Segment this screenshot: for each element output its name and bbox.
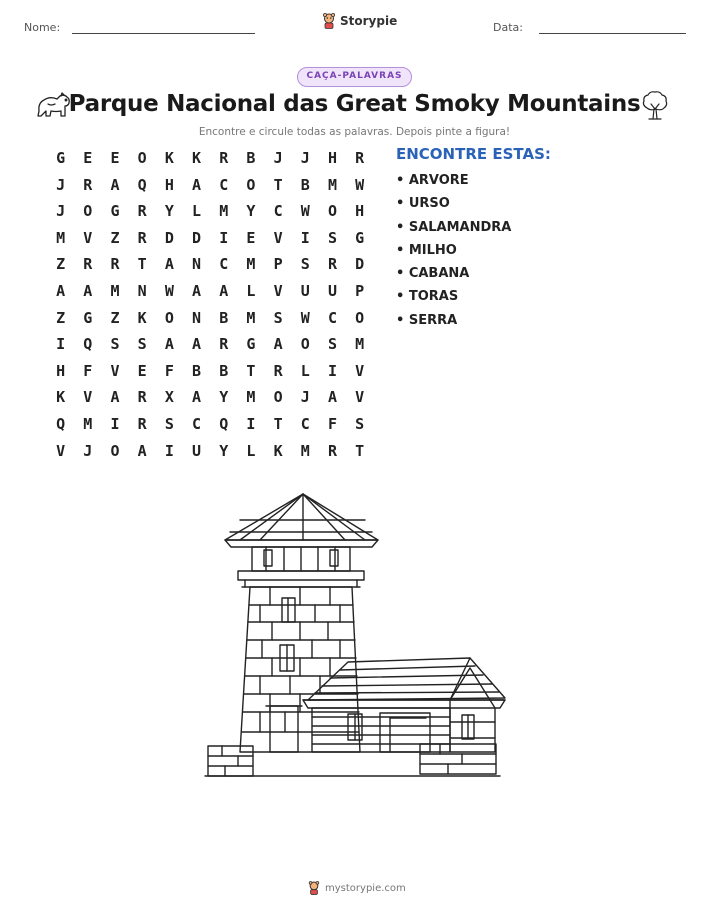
lighthouse-cabin-illustration[interactable]: [200, 490, 510, 782]
grid-letter[interactable]: C: [219, 255, 229, 274]
grid-row: [47, 201, 373, 228]
brand-logo: [322, 13, 397, 29]
grid-letter[interactable]: K: [164, 149, 174, 167]
grid-letter[interactable]: K: [273, 441, 283, 460]
page-title: Parque Nacional das Great Smoky Mountains: [68, 91, 641, 117]
grid-letter[interactable]: K: [192, 149, 202, 167]
grid-letter[interactable]: L: [246, 281, 256, 300]
grid-letter[interactable]: M: [300, 441, 310, 460]
grid-letter[interactable]: V: [83, 228, 93, 247]
word-list-item: • URSO: [396, 196, 450, 212]
grid-letter[interactable]: I: [56, 335, 66, 354]
worksheet-type-badge: CAÇA-PALAVRAS: [297, 67, 412, 87]
grid-letter[interactable]: R: [110, 255, 120, 274]
grid-letter[interactable]: Z: [110, 308, 120, 327]
grid-row: [47, 414, 373, 441]
grid-letter[interactable]: A: [164, 335, 174, 354]
grid-letter[interactable]: O: [355, 308, 365, 327]
grid-letter[interactable]: H: [56, 361, 66, 380]
grid-row: [47, 281, 373, 308]
word-list-title: ENCONTRE ESTAS:: [396, 145, 551, 163]
grid-letter[interactable]: V: [83, 388, 93, 407]
storypie-mascot-icon: [322, 13, 336, 29]
grid-letter[interactable]: R: [327, 255, 337, 274]
grid-letter[interactable]: G: [110, 202, 120, 221]
grid-letter[interactable]: G: [355, 228, 365, 247]
grid-letter[interactable]: I: [164, 441, 174, 460]
grid-letter[interactable]: N: [192, 255, 202, 274]
grid-letter[interactable]: E: [246, 228, 256, 247]
grid-letter[interactable]: J: [56, 175, 66, 194]
grid-letter[interactable]: O: [246, 175, 256, 194]
grid-letter[interactable]: Z: [56, 255, 66, 274]
grid-letter[interactable]: K: [137, 308, 147, 327]
grid-letter[interactable]: G: [83, 308, 93, 327]
grid-letter[interactable]: N: [192, 308, 202, 327]
word-search-grid[interactable]: [47, 148, 373, 467]
grid-letter[interactable]: P: [355, 281, 365, 300]
cabin-door: [380, 713, 430, 752]
grid-letter[interactable]: O: [300, 335, 310, 354]
word-list-item: • TORAS: [396, 289, 459, 305]
grid-letter[interactable]: J: [273, 149, 283, 167]
grid-letter[interactable]: Y: [219, 388, 229, 407]
grid-letter[interactable]: H: [355, 202, 365, 221]
grid-letter[interactable]: B: [219, 308, 229, 327]
grid-letter[interactable]: R: [83, 255, 93, 274]
grid-row: [47, 175, 373, 202]
grid-letter[interactable]: A: [110, 388, 120, 407]
grid-letter[interactable]: O: [327, 202, 337, 221]
grid-letter[interactable]: M: [327, 175, 337, 194]
date-line[interactable]: [539, 33, 686, 34]
grid-letter[interactable]: J: [56, 202, 66, 221]
grid-letter[interactable]: I: [300, 228, 310, 247]
grid-letter[interactable]: Y: [246, 202, 256, 221]
grid-letter[interactable]: H: [327, 149, 337, 167]
grid-letter[interactable]: C: [219, 175, 229, 194]
grid-letter[interactable]: Z: [110, 228, 120, 247]
grid-letter[interactable]: D: [164, 228, 174, 247]
storypie-mascot-icon: [308, 881, 320, 895]
word-list: [396, 172, 511, 335]
grid-letter[interactable]: M: [355, 335, 365, 354]
grid-letter[interactable]: Q: [219, 414, 229, 433]
instructions: Encontre e circule todas as palavras. Depois pinte a figura!: [198, 126, 511, 138]
footer-url[interactable]: mystorypie.com: [325, 882, 406, 894]
grid-letter[interactable]: A: [327, 388, 337, 407]
grid-letter[interactable]: S: [327, 335, 337, 354]
grid-letter[interactable]: R: [355, 149, 365, 167]
grid-row: [47, 148, 373, 175]
grid-letter[interactable]: S: [355, 414, 365, 433]
grid-letter[interactable]: I: [246, 414, 256, 433]
grid-letter[interactable]: D: [355, 255, 365, 274]
grid-letter[interactable]: V: [273, 281, 283, 300]
name-label: Nome:: [24, 21, 61, 34]
grid-letter[interactable]: R: [273, 361, 283, 380]
word-list-item: • MILHO: [396, 242, 457, 258]
grid-letter[interactable]: C: [273, 202, 283, 221]
grid-letter[interactable]: I: [110, 414, 120, 433]
grid-letter[interactable]: A: [192, 175, 202, 194]
grid-letter[interactable]: F: [83, 361, 93, 380]
grid-letter[interactable]: A: [164, 255, 174, 274]
grid-letter[interactable]: R: [137, 414, 147, 433]
grid-row: [47, 387, 373, 414]
grid-letter[interactable]: N: [137, 281, 147, 300]
grid-letter[interactable]: T: [137, 255, 147, 274]
name-line[interactable]: [72, 33, 255, 34]
grid-letter[interactable]: M: [56, 228, 66, 247]
footer: [308, 881, 406, 895]
grid-letter[interactable]: W: [164, 281, 174, 300]
grid-letter[interactable]: A: [219, 281, 229, 300]
brand-name: Storypie: [340, 14, 398, 28]
grid-letter[interactable]: V: [56, 441, 66, 460]
grid-letter[interactable]: R: [137, 388, 147, 407]
grid-letter[interactable]: H: [164, 175, 174, 194]
grid-letter[interactable]: O: [164, 308, 174, 327]
grid-letter[interactable]: C: [192, 414, 202, 433]
grid-letter[interactable]: R: [219, 335, 229, 354]
grid-letter[interactable]: W: [300, 308, 310, 327]
grid-letter[interactable]: Y: [219, 441, 229, 460]
grid-letter[interactable]: M: [110, 281, 120, 300]
grid-letter[interactable]: S: [327, 228, 337, 247]
grid-letter[interactable]: Y: [164, 202, 174, 221]
grid-letter[interactable]: C: [300, 414, 310, 433]
grid-letter[interactable]: R: [219, 149, 229, 167]
word-list-item: • CABANA: [396, 266, 470, 282]
grid-letter[interactable]: Q: [83, 335, 93, 354]
grid-letter[interactable]: T: [273, 175, 283, 194]
grid-letter[interactable]: D: [192, 228, 202, 247]
grid-letter[interactable]: B: [219, 361, 229, 380]
grid-letter[interactable]: O: [83, 202, 93, 221]
grid-letter[interactable]: J: [300, 149, 310, 167]
cabin-front-wall: [312, 708, 450, 752]
grid-letter[interactable]: F: [164, 361, 174, 380]
grid-letter[interactable]: Q: [137, 175, 147, 194]
grid-letter[interactable]: U: [300, 281, 310, 300]
grid-letter[interactable]: R: [137, 202, 147, 221]
grid-letter[interactable]: E: [137, 361, 147, 380]
grid-letter[interactable]: E: [110, 149, 120, 167]
grid-letter[interactable]: G: [246, 335, 256, 354]
grid-letter[interactable]: A: [110, 175, 120, 194]
grid-letter[interactable]: G: [56, 149, 66, 167]
grid-letter[interactable]: I: [327, 361, 337, 380]
grid-letter[interactable]: T: [246, 361, 256, 380]
grid-letter[interactable]: L: [300, 361, 310, 380]
grid-letter[interactable]: B: [300, 175, 310, 194]
grid-letter[interactable]: U: [192, 441, 202, 460]
grid-letter[interactable]: C: [327, 308, 337, 327]
grid-row: [47, 254, 373, 281]
grid-letter[interactable]: A: [83, 281, 93, 300]
grid-letter[interactable]: K: [56, 388, 66, 407]
grid-letter[interactable]: S: [164, 414, 174, 433]
grid-letter[interactable]: V: [355, 361, 365, 380]
grid-letter[interactable]: Z: [56, 308, 66, 327]
grid-letter[interactable]: V: [355, 388, 365, 407]
grid-letter[interactable]: W: [355, 175, 365, 194]
grid-row: [47, 441, 373, 468]
grid-letter[interactable]: T: [273, 414, 283, 433]
word-list-item: • SALAMANDRA: [396, 219, 512, 235]
grid-letter[interactable]: M: [219, 202, 229, 221]
grid-letter[interactable]: W: [300, 202, 310, 221]
grid-row: [47, 361, 373, 388]
grid-letter[interactable]: S: [110, 335, 120, 354]
grid-letter[interactable]: B: [192, 361, 202, 380]
word-list-item: • SERRA: [396, 312, 458, 328]
grid-letter[interactable]: M: [246, 255, 256, 274]
grid-row: [47, 334, 373, 361]
grid-letter[interactable]: U: [327, 281, 337, 300]
grid-letter[interactable]: A: [56, 281, 66, 300]
grid-letter[interactable]: I: [219, 228, 229, 247]
grid-letter[interactable]: S: [273, 308, 283, 327]
grid-letter[interactable]: V: [273, 228, 283, 247]
grid-letter[interactable]: R: [137, 228, 147, 247]
grid-letter[interactable]: R: [83, 175, 93, 194]
grid-letter[interactable]: Q: [56, 414, 66, 433]
grid-letter[interactable]: E: [83, 149, 93, 167]
grid-letter[interactable]: B: [246, 149, 256, 167]
grid-letter[interactable]: J: [83, 441, 93, 460]
grid-letter[interactable]: X: [164, 388, 174, 407]
grid-letter[interactable]: S: [300, 255, 310, 274]
grid-letter[interactable]: O: [110, 441, 120, 460]
grid-row: [47, 228, 373, 255]
tower-door: [270, 706, 298, 752]
grid-letter[interactable]: A: [273, 335, 283, 354]
grid-letter[interactable]: J: [300, 388, 310, 407]
grid-letter[interactable]: A: [192, 281, 202, 300]
grid-row: [47, 308, 373, 335]
grid-letter[interactable]: O: [273, 388, 283, 407]
grid-letter[interactable]: M: [83, 414, 93, 433]
grid-letter[interactable]: O: [137, 149, 147, 167]
date-label: Data:: [493, 21, 523, 34]
grid-letter[interactable]: S: [137, 335, 147, 354]
grid-letter[interactable]: M: [246, 308, 256, 327]
grid-letter[interactable]: V: [110, 361, 120, 380]
grid-letter[interactable]: F: [327, 414, 337, 433]
grid-letter[interactable]: A: [137, 441, 147, 460]
grid-letter[interactable]: L: [192, 202, 202, 221]
tree-icon: [641, 89, 669, 121]
grid-letter[interactable]: R: [327, 441, 337, 460]
word-list-item: • ARVORE: [396, 173, 469, 188]
grid-letter[interactable]: L: [246, 441, 256, 460]
grid-letter[interactable]: A: [192, 388, 202, 407]
grid-letter[interactable]: T: [355, 441, 365, 460]
grid-letter[interactable]: P: [273, 255, 283, 274]
grid-letter[interactable]: A: [192, 335, 202, 354]
grid-letter[interactable]: M: [246, 388, 256, 407]
